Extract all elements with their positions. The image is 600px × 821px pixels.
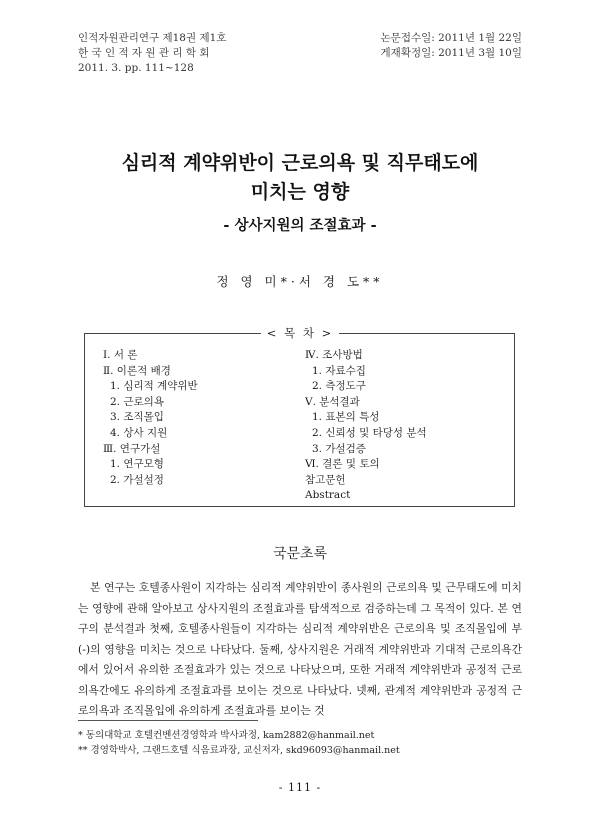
submission-dates [381, 31, 522, 61]
paper-title-line-1: 심리적 계약위반이 근로의욕 및 직무태도에 [121, 152, 479, 174]
toc-item: 1. 자료수집 [312, 364, 366, 377]
toc-item: 4. 상사 지원 [110, 426, 168, 439]
toc-item: Ⅲ. 연구가설 [103, 442, 161, 455]
toc-right-column [305, 348, 427, 504]
toc-item: Abstract [305, 489, 351, 502]
page-number: - 111 - [278, 781, 322, 794]
toc-item: 3. 가설검증 [312, 442, 366, 455]
paper-subtitle: - 상사지원의 조절효과 - [223, 217, 377, 234]
toc-title-wrap [0, 325, 600, 341]
toc-item: 1. 표본의 특성 [312, 411, 380, 424]
journal-info [78, 31, 226, 76]
toc-item: Ⅰ. 서 론 [103, 349, 138, 361]
footnote-rule [78, 720, 258, 721]
toc-item: Ⅳ. 조사방법 [305, 349, 363, 361]
footnote-2: ** 경영학박사, 그랜드호텔 식음료과장, 교신저자, skd96093@hanmail.net [78, 745, 400, 756]
footnote-1: * 동의대학교 호텔컨벤션경영학과 박사과정, kam2882@hanmail.net [78, 730, 375, 741]
toc-item: 2. 근로의욕 [110, 395, 164, 408]
toc-item: 3. 조직몰입 [110, 411, 164, 424]
abstract-title: 국문초록 [272, 546, 328, 562]
accepted-date: 게재확정일: 2011년 3월 10일 [380, 47, 522, 59]
journal-line-1: 인적자원관리연구 제18권 제1호 [78, 32, 227, 44]
journal-line-3: 2011. 3. pp. 111~128 [78, 62, 194, 74]
abstract-body: 본 연구는 호텔종사원이 지각하는 심리적 계약위반이 종사원의 근로의욕 및 근무태도에 미치는 영향에 관해 알아보고 상사지원의 조절효과를 탐색적으로 검증하는데 그 목적이 있다. 본 연구의 분석결과 첫째, 호텔종사원들이 지각하는 심리적 계약위반은 근로의욕 및 조직몰입에 부(-)의 영향을 미치는 것으로 나타났다. 둘째, 상사지원은 거래적 계약위반과 기대적 근로의욕간에서 있어서 유의한 조절효과가 있는 것으로 나타났으며, 또한 거래적 계약위반과 공정적 근로의욕간에도 유의하게 조절효과를 보이는 것으로 나타났다. 넷째, 관계적 계약위반과 공정적 근로의욕과 조직몰입에 유의하게 조절효과를 보이는 것 [78, 581, 522, 717]
paper-title-line-2: 미치는 영향 [250, 181, 350, 203]
toc-item: 2. 가설설정 [110, 473, 164, 486]
toc-item: 참고문헌 [305, 473, 346, 486]
received-date: 논문접수일: 2011년 1월 22일 [380, 32, 522, 44]
toc-item: Ⅴ. 분석결과 [305, 395, 360, 408]
journal-line-2: 한 국 인 적 자 원 관 리 학 회 [78, 47, 210, 59]
toc-item: Ⅵ. 결론 및 토의 [305, 458, 380, 471]
toc-item: 1. 심리적 계약위반 [110, 380, 198, 393]
toc-left-column [103, 348, 198, 488]
toc-item: 1. 연구모형 [110, 458, 164, 471]
toc-item: 2. 측정도구 [312, 380, 366, 393]
toc-title: < 목 차 > [261, 326, 339, 340]
toc-item: 2. 신뢰성 및 타당성 분석 [312, 426, 427, 439]
authors: 정 영 미*·서 경 도** [216, 274, 384, 289]
toc-item: Ⅱ. 이론적 배경 [103, 364, 171, 377]
